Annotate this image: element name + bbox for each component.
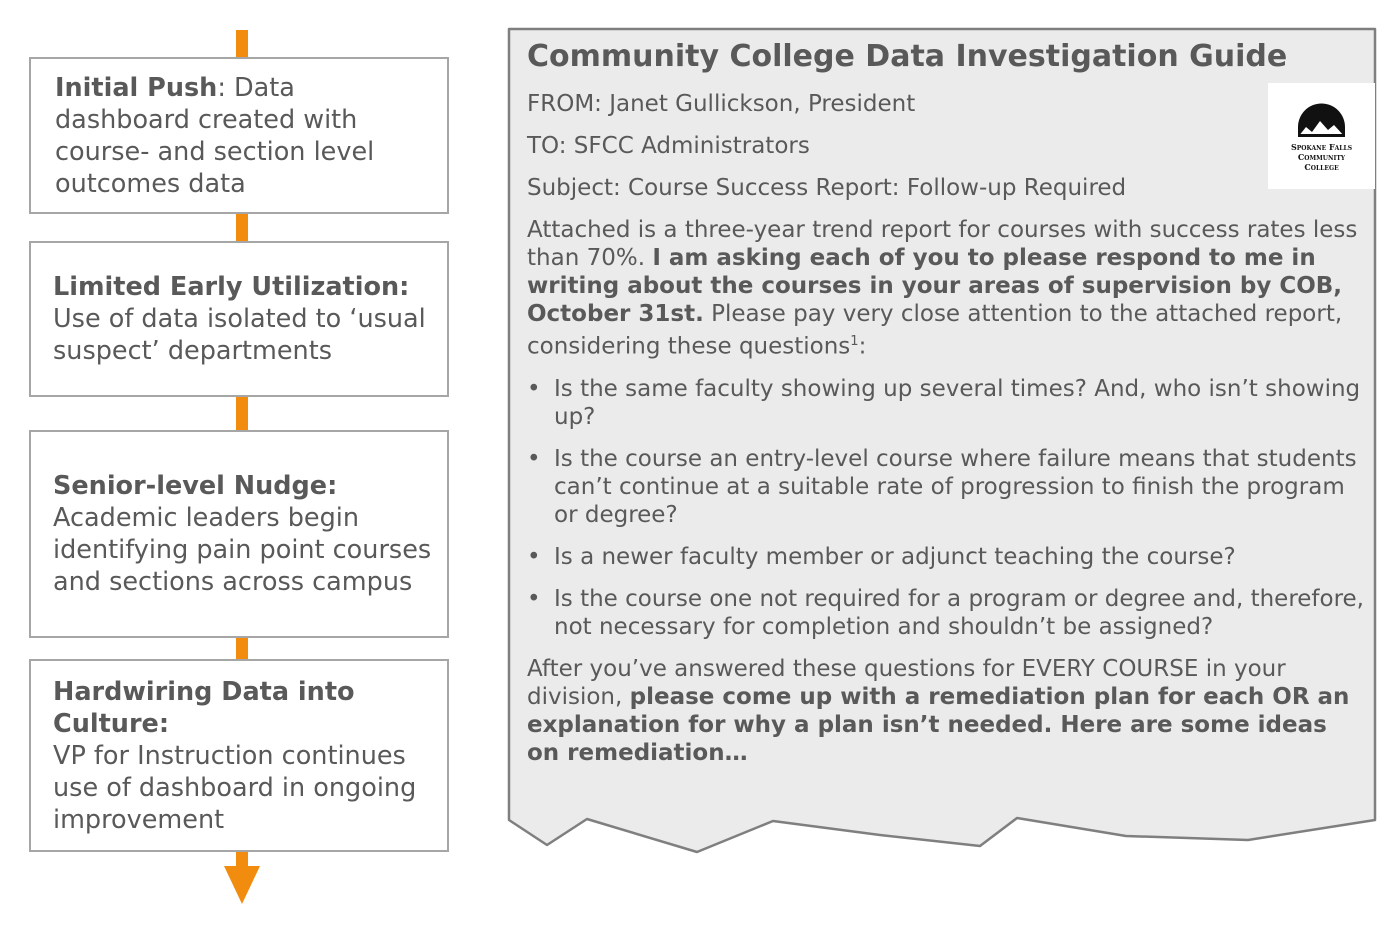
memo-to: TO: SFCC Administrators	[527, 133, 810, 159]
step-body: VP for Instruction continues use of dashboard in ongoing improvement	[53, 740, 417, 835]
logo-line-3: College	[1304, 162, 1339, 172]
intro-end: :	[858, 333, 867, 360]
footnote-marker: 1	[850, 334, 859, 349]
logo-line-1: Spokane Falls	[1290, 142, 1353, 152]
mountain-sun-icon	[1268, 83, 1375, 141]
intro-text: Attached is a three-year trend report for courses with success rates less than 70%.	[527, 217, 1358, 271]
bullet-icon: •	[527, 375, 541, 402]
step-title: Hardwiring Data into Culture:	[53, 676, 355, 739]
bullet-icon: •	[527, 543, 541, 570]
intro-tail: Please pay very close attention to the attached report, considering these questions	[527, 301, 1343, 360]
closing-request: please come up with a remediation plan for each OR an explanation for why a plan isn’t needed. Here are some ideas on remediation…	[527, 683, 1350, 766]
list-item	[527, 585, 1367, 641]
memo-subject: Subject: Course Success Report: Follow-up Required	[527, 175, 1127, 201]
list-item	[527, 445, 1367, 529]
college-logo	[1268, 83, 1375, 189]
list-item	[527, 543, 1367, 571]
question-text: Is the course one not required for a program or degree and, therefore, not necessary for completion and shouldn’t be assigned?	[554, 585, 1364, 640]
question-text: Is a newer faculty member or adjunct teaching the course?	[554, 543, 1236, 570]
question-text: Is the same faculty showing up several times? And, who isn’t showing up?	[554, 375, 1361, 430]
intro-request: I am asking each of you to please respond to me in writing about the courses in your areas of supervision by COB, October 31st.	[527, 245, 1343, 327]
list-item	[527, 375, 1367, 431]
memo-intro-paragraph	[527, 216, 1367, 361]
step-body: Academic leaders begin identifying pain point courses and sections across campus	[53, 503, 432, 597]
closing-text: After you’ve answered these questions for EVERY COURSE in your division,	[527, 655, 1286, 710]
memo-closing-paragraph	[527, 655, 1367, 767]
step-body: Use of data isolated to ‘usual suspect’ departments	[53, 304, 426, 366]
memo-content	[527, 38, 1367, 781]
logo-line-2: Community	[1297, 152, 1346, 162]
step-title-suffix: :	[217, 72, 226, 103]
bullet-icon: •	[527, 585, 541, 612]
step-title: Senior-level Nudge:	[53, 471, 338, 501]
memo-from: FROM: Janet Gullickson, President	[527, 91, 916, 117]
bullet-icon: •	[527, 445, 541, 472]
question-text: Is the course an entry-level course where failure means that students can’t continue at a suitable rate of progression to finish the program or degree?	[554, 445, 1357, 528]
step-title: Initial Push	[55, 72, 218, 103]
question-list	[527, 375, 1367, 641]
step-title: Limited Early Utilization:	[53, 272, 410, 302]
step-body: Data dashboard created with course- and section level outcomes data	[55, 72, 375, 199]
logo-text	[1268, 142, 1375, 172]
memo-title: Community College Data Investigation Guide	[527, 39, 1288, 74]
